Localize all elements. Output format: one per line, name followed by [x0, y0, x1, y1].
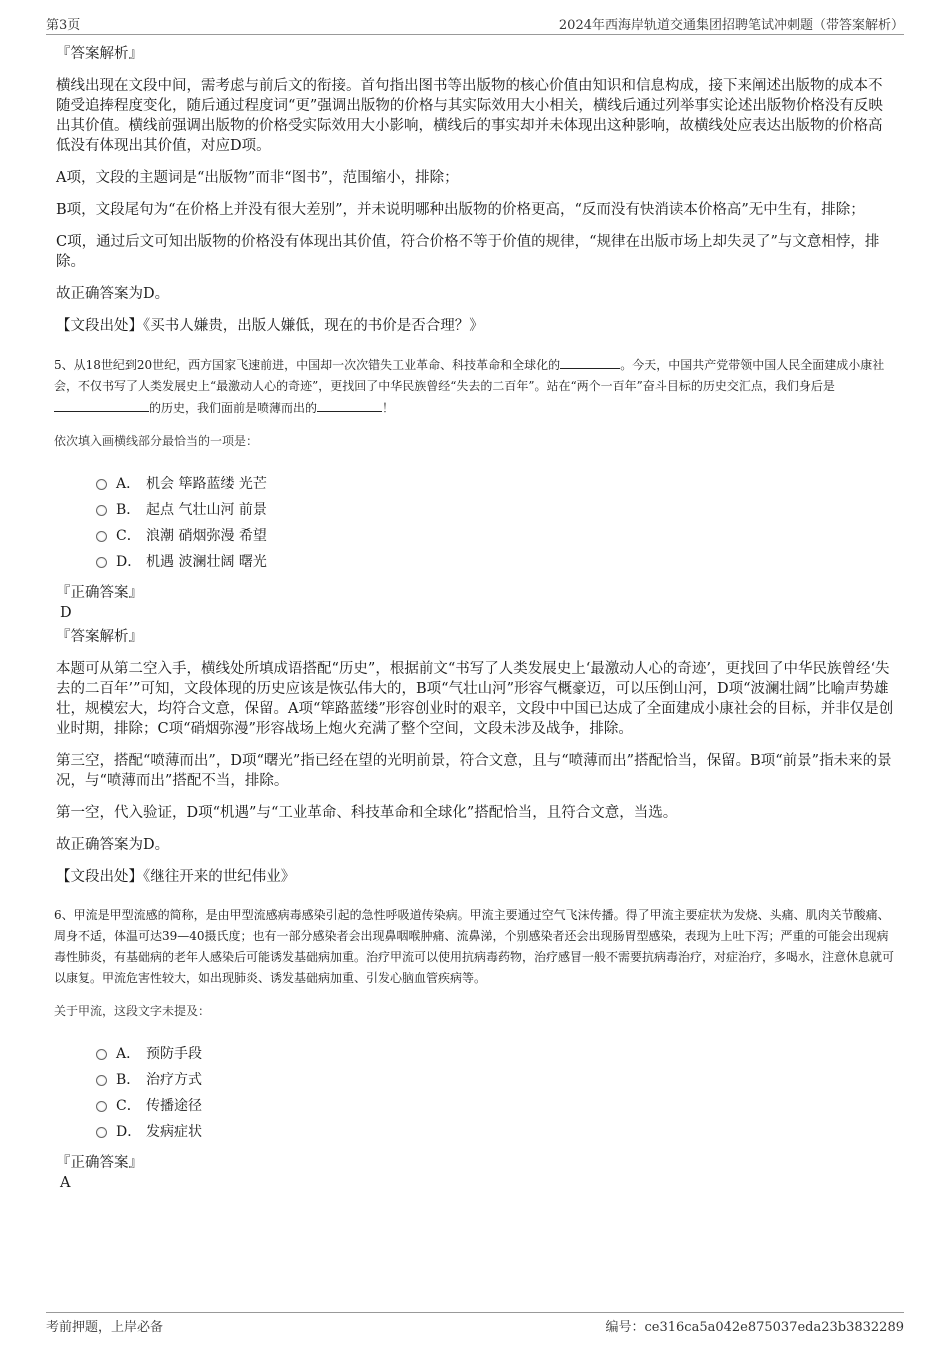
radio-icon[interactable]: [96, 505, 107, 516]
correct-answer: A: [60, 1175, 71, 1191]
question-6-text: 6、甲流是甲型流感的简称，是由甲型流感病毒感染引起的急性呼吸道传染病。甲流主要通过空气飞沫传播。得了甲流主要症状为发烧、头痛、肌肉关节酸痛、周身不适，体温可达39—40摄氏度；也有一部分感染者会出现鼻咽喉肿痛、流鼻涕，个别感染者还会出现肠胃型感染，表现为上吐下泻；严重的可能会出现病毒性肺炎，有基础病的老年人感染后可能诱发基础病加重。治疗甲流可以使用抗病毒药物，治疗感冒一般不需要抗病毒治疗，对症治疗，多喝水，注意休息就可以康复。甲流危害性较大，如出现肺炎、诱发基础病加重、引发心脑血管疾病等。: [54, 908, 895, 985]
document-title: 2024年西海岸轨道交通集团招聘笔试冲刺题（带答案解析）: [558, 18, 904, 33]
document-serial: 编号：ce316ca5a042e875037eda23b3832289: [605, 1320, 904, 1335]
fill-blank: [560, 354, 620, 369]
question-5-prompt: 依次填入画横线部分最恰当的一项是：: [54, 434, 259, 448]
option-a[interactable]: A． 机会 筚路蓝缕 光芒: [96, 471, 896, 497]
analysis-label: 『答案解析』: [56, 46, 143, 62]
option-b[interactable]: B． 起点 气壮山河 前景: [96, 497, 896, 523]
option-c[interactable]: C． 浪潮 硝烟弥漫 希望: [96, 523, 896, 549]
radio-icon[interactable]: [96, 557, 107, 568]
option-a[interactable]: A． 预防手段: [96, 1041, 896, 1067]
analysis-label: 『答案解析』: [56, 629, 143, 645]
analysis-paragraph: 故正确答案为D。: [56, 837, 170, 853]
fill-blank: [54, 397, 149, 412]
radio-icon[interactable]: [96, 1049, 107, 1060]
analysis-paragraph: 本题可从第二空入手，横线处所填成语搭配“历史”，根据前文“书写了人类发展史上‘最激动人心的奇迹’，更找回了中华民族曾经‘失去的二百年’”可知，文段体现的历史应该是恢弘伟大的，B项“气壮山河”形容气概豪迈，可以压倒山河，D项“波澜壮阔”比喻声势雄壮，规模宏大，均符合文意，保留。A项“筚路蓝缕”形容创业时的艰辛，文段中中国已达成了全面建成小康社会的目标，并非仅是创业时期，排除；C项“硝烟弥漫”形容战场上炮火充满了整个空间，文段未涉及战争，排除。: [56, 661, 894, 737]
page-number: 第3页: [46, 18, 81, 33]
source-citation: 【文段出处】《继往开来的世纪伟业》: [56, 869, 296, 885]
option-c[interactable]: C． 传播途径: [96, 1093, 896, 1119]
page-header: [46, 12, 904, 35]
radio-icon[interactable]: [96, 531, 107, 542]
analysis-paragraph: 故正确答案为D。: [56, 286, 170, 302]
source-citation: 【文段出处】《买书人嫌贵，出版人嫌低，现在的书价是否合理？》: [56, 318, 484, 334]
analysis-paragraph: A项，文段的主题词是“出版物”而非“图书”，范围缩小，排除；: [56, 170, 459, 186]
option-d[interactable]: D． 机遇 波澜壮阔 曙光: [96, 549, 896, 575]
question-6-options: [96, 1041, 896, 1145]
fill-blank: [317, 397, 382, 412]
footer-slogan: 考前押题，上岸必备: [46, 1320, 164, 1335]
page-content: [56, 44, 896, 1197]
radio-icon[interactable]: [96, 1127, 107, 1138]
analysis-paragraph: 第一空，代入验证，D项“机遇”与“工业革命、科技革命和全球化”搭配恰当，且符合文意，当选。: [56, 805, 678, 821]
option-b[interactable]: B． 治疗方式: [96, 1067, 896, 1093]
radio-icon[interactable]: [96, 1101, 107, 1112]
question-5-options: [96, 471, 896, 575]
radio-icon[interactable]: [96, 1075, 107, 1086]
correct-answer-label: 『正确答案』: [56, 585, 143, 601]
question-6-prompt: 关于甲流，这段文字未提及：: [54, 1004, 211, 1018]
analysis-paragraph: B项，文段尾句为“在价格上并没有很大差别”，并未说明哪种出版物的价格更高，“反而没有快消读本价格高”无中生有，排除；: [56, 202, 865, 218]
correct-answer-label: 『正确答案』: [56, 1155, 143, 1171]
page-footer: [46, 1312, 904, 1335]
analysis-paragraph: C项，通过后文可知出版物的价格没有体现出其价值，符合价格不等于价值的规律，“规律在出版市场上却失灵了”与文意相悖，排除。: [56, 234, 880, 270]
option-d[interactable]: D． 发病症状: [96, 1119, 896, 1145]
correct-answer: D: [60, 605, 72, 621]
radio-icon[interactable]: [96, 479, 107, 490]
analysis-paragraph: 横线出现在文段中间，需考虑与前后文的衔接。首句指出图书等出版物的核心价值由知识和信息构成，接下来阐述出版物的成本不随受追捧程度变化，随后通过程度词“更”强调出版物的价格与其实际效用大小相关，横线后通过列举事实论述出版物价格没有反映出其价值。横线前强调出版物的价格受实际效用大小影响，横线后的事实却并未体现出这种影响，故横线处应表达出版物的价格高低没有体现出其价值，对应D项。: [56, 78, 883, 154]
analysis-paragraph: 第三空，搭配“喷薄而出”，D项“曙光”指已经在望的光明前景，符合文意，且与“喷薄而出”搭配恰当，保留。B项“前景”指未来的景况，与“喷薄而出”搭配不当，排除。: [56, 753, 892, 789]
question-5-text: 5、从18世纪到20世纪，西方国家飞速前进，中国却一次次错失工业革命、科技革命和全球化的 。今天，中国共产党带领中国人民全面建成小康社会，不仅书写了人类发展史上“最激动人心的奇迹”，更找回了中华民族曾经“失去的二百年”。站在“两个一百年”奋斗目标的历史交汇点，我们身后是的历史，我们面前是喷薄而出的 ！: [54, 354, 896, 419]
